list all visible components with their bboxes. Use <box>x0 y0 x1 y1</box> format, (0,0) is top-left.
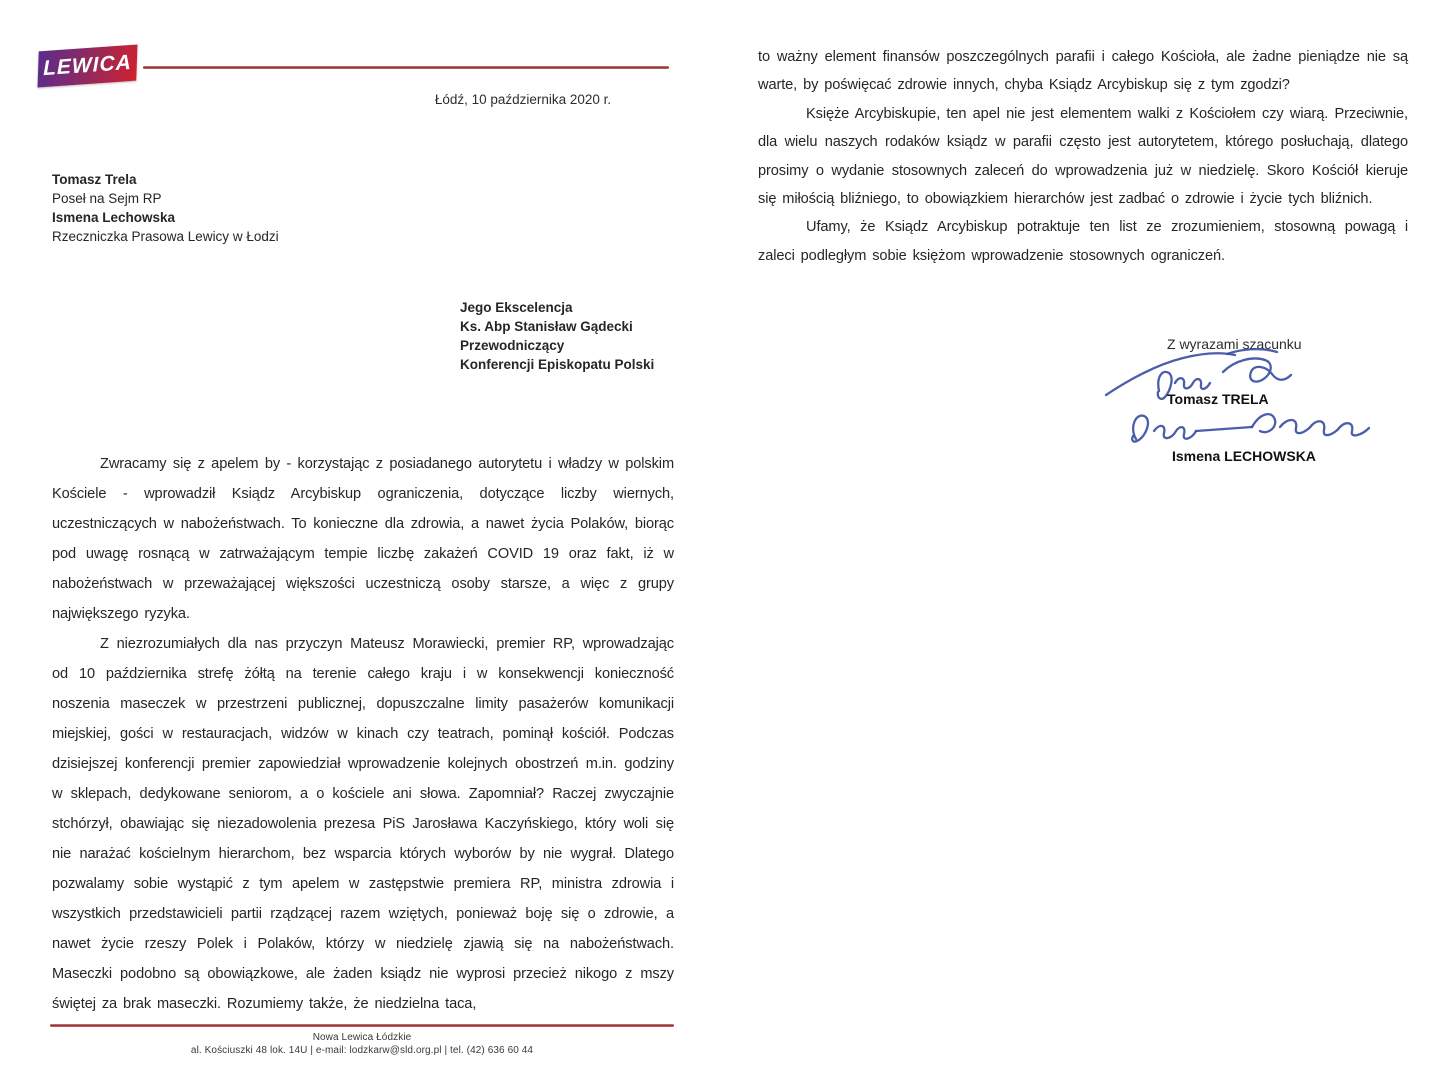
letter-body-left-page <box>52 449 674 1019</box>
lewica-logo-text: LEWICA <box>42 50 132 81</box>
lewica-logo <box>37 44 137 87</box>
letter-body-right-page <box>758 43 1408 270</box>
paragraph-appeal: Zwracamy się z apelem by - korzystając z posiadanego autorytetu i władzy w polskim Kościele - wprowadził Ksiądz Arcybiskup ograniczenia, dotyczące liczby wiernych, uczestniczących w nabożeństwach. To konieczne dla zdrowia, a nawet życia Polaków, biorąc pod uwagę rosnącą w zatrważającym tempie liczbę zakażeń COVID 19 oraz fakt, iż w nabożeństwach w przeważającej większości uczestniczą osoby starsze, a więc z grupy największego ryzyka. <box>52 456 674 622</box>
printed-name-trela: Tomasz TRELA <box>1167 391 1269 407</box>
recipient-line-3: Przewodniczący <box>460 338 565 353</box>
footer-address-line: al. Kościuszki 48 lok. 14U | e-mail: lodzkarw@sld.org.pl | tel. (42) 636 60 44 <box>190 1045 534 1056</box>
lechowska-handwritten-signature-ink <box>1120 405 1372 451</box>
footer-contact-block <box>50 1031 674 1057</box>
recipient-line-2: Ks. Abp Stanisław Gądecki <box>460 319 633 334</box>
recipient-line-1: Jego Ekscelencja <box>460 300 573 315</box>
printed-name-lechowska: Ismena LECHOWSKA <box>1172 448 1316 464</box>
sender-name-lechowska: Ismena Lechowska <box>52 210 176 225</box>
paragraph-ufamy: Ufamy, że Ksiądz Arcybiskup potraktuje ten list ze zrozumieniem, stosowną powagą i zaleci podległym sobie księżom wprowadzenie stosownych ograniczeń. <box>758 219 1408 264</box>
sender-title-lechowska: Rzeczniczka Prasowa Lewicy w Łodzi <box>52 229 279 244</box>
footer-rule <box>50 1024 674 1027</box>
sender-block <box>52 170 279 246</box>
sender-name-trela: Tomasz Trela <box>52 172 137 187</box>
paragraph-taca-continued: to ważny element finansów poszczególnych parafii i całego Kościoła, ale żadne pieniądze nie są warte, by poświęcać zdrowie innych, chyba Ksiądz Arcybiskup się z tym zgodzi? <box>758 49 1408 94</box>
header-rule <box>143 66 669 69</box>
closing-phrase: Z wyrazami szacunku <box>1167 336 1302 352</box>
sender-title-trela: Poseł na Sejm RP <box>52 191 162 206</box>
recipient-block <box>460 298 654 374</box>
paragraph-premier: Z niezrozumiałych dla nas przyczyn Mateusz Morawiecki, premier RP, wprowadzając od 10 października strefę żółtą na terenie całego kraju i w konsekwencji konieczność noszenia maseczek w przestrzeni publicznej, dopuszczalne limity pasażerów komunikacji miejskiej, gości w restauracjach, widzów w kinach czy teatrach, pominął kościół. Podczas dzisiejszej konferencji premier zapowiedział wprowadzenie kolejnych obostrzeń m.in. godziny w sklepach, dedykowane seniorom, a o kościele ani słowa. Zapomniał? Raczej zwyczajnie stchórzył, obawiając się niezadowolenia prezesa PiS Jarosława Kaczyńskiego, który woli się nie narażać kościelnym hierarchom, bez wsparcia których wyborów by nie wygrał. Dlatego pozwalamy sobie wystąpić z tym apelem w zastępstwie premiera RP, ministra zdrowia i wszystkich przedstawicieli partii rządzącej razem wziętych, ponieważ boję się o zdrowie, a nawet życie rzeszy Polek i Polaków, którzy w niedzielę zjawią się na nabożeństwach. Maseczki podobno są obowiązkowe, ale żaden ksiądz nie wyprosi przecież nikogo z mszy świętej za brak maseczki. Rozumiemy także, że niedzielna taca, <box>52 636 674 1012</box>
recipient-line-4: Konferencji Episkopatu Polski <box>460 357 655 372</box>
paragraph-ksieze-arcybiskupie: Księże Arcybiskupie, ten apel nie jest elementem walki z Kościołem czy wiarą. Przeciwnie, dla wielu naszych rodaków ksiądz w parafii często jest autorytetem, którego posłuchają, dlatego prosimy o wydanie stosownych zaleceń do wprowadzenia już w niedzielę. Skoro Kościół kieruje się miłością bliźniego, to obowiązkiem hierarchów jest zadbać o zdrowie i życie tych bliźnich. <box>758 105 1408 208</box>
letter-date: Łódź, 10 października 2020 r. <box>434 92 612 107</box>
footer-organization: Nowa Lewica Łódzkie <box>312 1032 412 1043</box>
